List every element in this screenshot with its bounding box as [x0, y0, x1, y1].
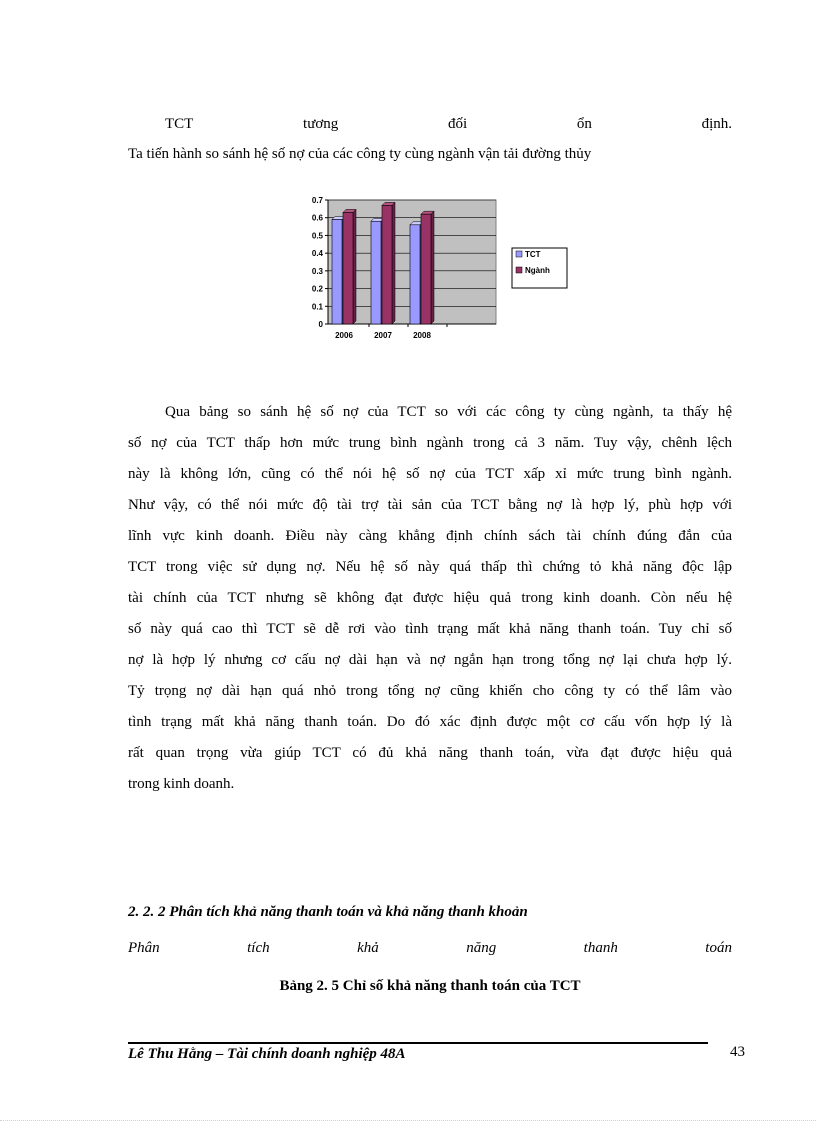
legend-label: Ngành: [525, 266, 550, 275]
x-tick-label: 2007: [374, 331, 392, 340]
body-line: nợ là hợp lý nhưng cơ cấu nợ dài hạn và nợ ngắn hạn trong tổng nợ lại chưa hợp lý.: [128, 652, 732, 668]
table-caption: Bảng 2. 5 Chỉ số khả năng thanh toán của TCT: [279, 978, 581, 994]
y-tick-label: 0.6: [311, 213, 323, 223]
bar-side: [392, 202, 395, 324]
footer-author: Lê Thu Hằng – Tài chính doanh nghiệp 48A: [128, 1046, 406, 1062]
y-tick-label: 0: [318, 320, 323, 329]
body-line: Như vậy, có thể nói mức độ tài trợ tài sản của TCT bằng nợ là hợp lý, phù hợp với: [128, 497, 732, 513]
section-heading: 2. 2. 2 Phân tích khả năng thanh toán và khả năng thanh khoản: [128, 904, 528, 920]
y-tick-label: 0.1: [311, 302, 323, 312]
body-line: Qua bảng so sánh hệ số nợ của TCT so với các công ty cùng ngành, ta thấy hệ: [165, 404, 732, 420]
body-line: số nợ của TCT thấp hơn mức trung bình ngành trong cả 3 năm. Tuy vậy, chênh lệch: [128, 435, 732, 451]
bar-ngành-2008: [421, 214, 431, 324]
debt-ratio-chart: [300, 190, 572, 342]
subheading-word: tích: [247, 940, 270, 956]
body-line: rất quan trọng vừa giúp TCT có đủ khả năng thanh toán, vừa đạt được hiệu quả: [128, 745, 732, 761]
bar-side: [431, 211, 434, 324]
legend-swatch: [516, 251, 522, 257]
bar-side: [353, 209, 356, 324]
y-tick-label: 0.4: [311, 249, 323, 259]
body-line-last: trong kinh doanh.: [128, 776, 235, 792]
subheading-line: [128, 938, 732, 958]
subheading-word: thanh: [583, 940, 618, 956]
intro-line-2: Ta tiến hành so sánh hệ số nợ của các công ty cùng ngành vận tải đường thủy: [128, 146, 592, 162]
y-tick-label: 0.3: [311, 266, 323, 276]
body-line: lĩnh vực kinh doanh. Điều này càng khẳng định chính sách tài chính đúng đắn của: [128, 528, 732, 544]
legend-label: TCT: [525, 250, 541, 259]
intro-word: tương: [303, 116, 339, 132]
body-line: số này quá cao thì TCT sẽ dễ rơi vào tình trạng mất khả năng thanh toán. Tuy chỉ số: [128, 621, 732, 637]
body-line: TCT trong việc sử dụng nợ. Nếu hệ số này quá thấp thì chứng tỏ khả năng độc lập: [128, 559, 732, 575]
bar-ngành-2006: [343, 212, 353, 324]
intro-word: TCT: [165, 116, 194, 132]
subheading-word: năng: [466, 940, 497, 956]
y-tick-label: 0.7: [311, 196, 323, 205]
intro-word: ổn: [576, 116, 592, 132]
body-line: này là không lớn, cũng có thể nói hệ số nợ của TCT xấp xỉ mức trung bình ngành.: [128, 466, 732, 482]
bar-tct-2007: [371, 221, 381, 324]
intro-line: [128, 114, 732, 134]
page-number: 43: [730, 1044, 745, 1060]
page-edge-divider: [0, 1120, 816, 1121]
body-line: Tỷ trọng nợ dài hạn quá nhỏ trong tổng nợ cũng khiến cho công ty có thể lâm vào: [128, 683, 732, 699]
bar-tct-2008: [410, 225, 420, 324]
bar-ngành-2007: [382, 205, 392, 324]
intro-word: đối: [447, 116, 468, 132]
body-line: tài chính của TCT nhưng sẽ không đạt được hiệu quả trong kinh doanh. Còn nếu hệ: [128, 590, 732, 606]
x-tick-label: 2006: [335, 331, 353, 340]
legend-swatch: [516, 267, 522, 273]
subheading-word: khả: [357, 940, 379, 956]
intro-word: định.: [701, 116, 732, 132]
y-tick-label: 0.5: [311, 231, 323, 241]
subheading-word: Phân: [128, 940, 160, 956]
x-tick-label: 2008: [413, 331, 431, 340]
bar-tct-2006: [332, 219, 342, 324]
y-tick-label: 0.2: [311, 284, 323, 294]
footer-rule: [128, 1042, 708, 1044]
body-line: tình trạng mất khả năng thanh toán. Do đó xác định được một cơ cấu vốn hợp lý là: [128, 714, 732, 730]
subheading-word: toán: [705, 940, 732, 956]
